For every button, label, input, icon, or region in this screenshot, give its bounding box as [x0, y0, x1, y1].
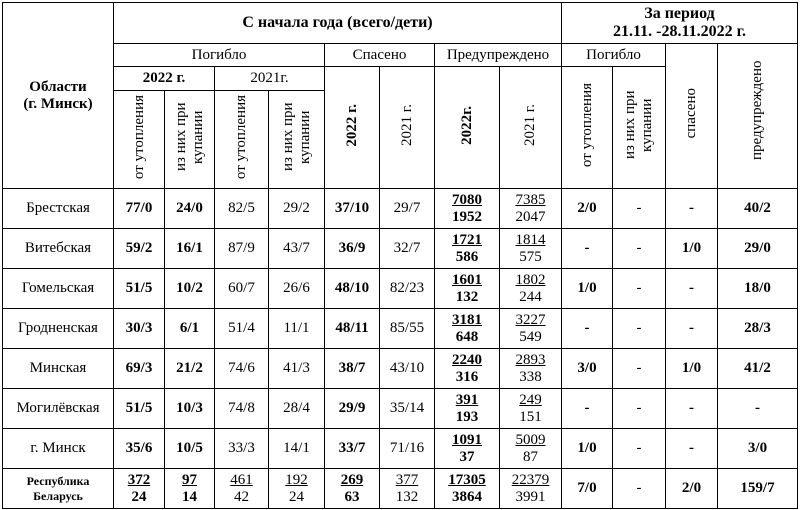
prevented-2022-total: 3181	[452, 311, 482, 328]
period-prevented: 41/2	[718, 349, 798, 389]
saved-2021: 43/10	[380, 349, 435, 389]
died-2021-swimming: 26/6	[269, 269, 325, 309]
died-2022-drowning: 59/2	[114, 229, 165, 269]
prevented-2021-children: 2047	[515, 208, 546, 225]
period-prevented: 3/0	[718, 429, 798, 469]
swimming-2021-header: из них при купании	[269, 91, 325, 189]
total-name: Республика Беларусь	[3, 469, 114, 509]
prevented-2021-total: 1814	[515, 231, 546, 248]
prevented-2022-header: 2022г.	[435, 67, 500, 189]
saved-2022: 36/9	[325, 229, 380, 269]
total-period-saved: 2/0	[666, 469, 718, 509]
died-2021-swimming: 43/7	[269, 229, 325, 269]
period-saved: 1/0	[666, 349, 718, 389]
prevented-2021-children: 87	[523, 448, 538, 465]
table-row	[3, 189, 798, 229]
period-died-drowning: 3/0	[562, 349, 613, 389]
table-row	[3, 229, 798, 269]
prevented-2022-total: 1091	[452, 431, 482, 448]
prevented-2021	[500, 429, 562, 469]
region-name: Гродненская	[3, 309, 114, 349]
died-2021-drowning: 87/9	[215, 229, 269, 269]
prevented-2022-children: 586	[455, 248, 479, 265]
prevented-2022-total: 7080	[452, 191, 482, 208]
died-2022-swimming: 21/2	[165, 349, 215, 389]
period-died-header: Погибло	[562, 44, 666, 67]
saved-2021-header: 2021 г.	[380, 67, 435, 189]
total-died-2021-drowning: 461 42	[215, 469, 269, 509]
ytd-saved-header: Спасено	[325, 44, 435, 67]
saved-2022: 29/9	[325, 389, 380, 429]
prevented-2021-total: 7385	[515, 191, 546, 208]
died-2021-drowning: 51/4	[215, 309, 269, 349]
prevented-2022-children: 1952	[452, 208, 482, 225]
total-died-2021-swimming: 192 24	[269, 469, 325, 509]
prevented-2021-total: 1802	[515, 271, 546, 288]
drowning-2022-header: от утопления	[114, 91, 165, 189]
period-died-swimming: -	[613, 429, 666, 469]
ytd-header: С начала года (всего/дети)	[114, 3, 562, 44]
died-2021-swimming: 41/3	[269, 349, 325, 389]
died-2021-drowning: 74/8	[215, 389, 269, 429]
period-prevented-header: предупреждено	[718, 44, 798, 189]
table-row	[3, 429, 798, 469]
prevented-2021-total: 5009	[515, 431, 546, 448]
period-saved: -	[666, 429, 718, 469]
died-2022-drowning: 77/0	[114, 189, 165, 229]
total-period-died-swimming: -	[613, 469, 666, 509]
period-prevented: 40/2	[718, 189, 798, 229]
saved-2022: 33/7	[325, 429, 380, 469]
saved-2021: 35/14	[380, 389, 435, 429]
period-header: За период 21.11. -28.11.2022 г.	[562, 3, 798, 44]
prevented-2021	[500, 349, 562, 389]
period-died-swimming: -	[613, 349, 666, 389]
period-died-swimming: -	[613, 229, 666, 269]
period-died-drowning: 1/0	[562, 269, 613, 309]
prevented-2022-children: 193	[455, 408, 479, 425]
died-2022-swimming: 10/5	[165, 429, 215, 469]
prevented-2022	[435, 389, 500, 429]
period-saved: -	[666, 309, 718, 349]
prevented-2022	[435, 429, 500, 469]
died-2022-swimming: 6/1	[165, 309, 215, 349]
period-died-drowning: -	[562, 389, 613, 429]
period-saved: -	[666, 389, 718, 429]
died-2022-swimming: 10/3	[165, 389, 215, 429]
died-2022-drowning: 69/3	[114, 349, 165, 389]
died-2021-swimming: 14/1	[269, 429, 325, 469]
saved-2022: 38/7	[325, 349, 380, 389]
prevented-2021	[500, 189, 562, 229]
total-saved-2022: 269 63	[325, 469, 380, 509]
period-died-drowning: -	[562, 229, 613, 269]
saved-2021: 32/7	[380, 229, 435, 269]
period-saved: 1/0	[666, 229, 718, 269]
died-2021-swimming: 28/4	[269, 389, 325, 429]
period-died-drowning: -	[562, 309, 613, 349]
died-2021-drowning: 82/5	[215, 189, 269, 229]
period-prevented: 29/0	[718, 229, 798, 269]
died-2022-drowning: 30/3	[114, 309, 165, 349]
period-died-swimming: -	[613, 309, 666, 349]
region-name: Могилёвская	[3, 389, 114, 429]
prevented-2021-total: 2893	[515, 351, 546, 368]
saved-2022: 48/10	[325, 269, 380, 309]
period-died-swimming: -	[613, 189, 666, 229]
died-2022-drowning: 51/5	[114, 389, 165, 429]
period-swimming-header: из них при купании	[613, 67, 666, 189]
period-prevented: 18/0	[718, 269, 798, 309]
total-saved-2021: 377 132	[380, 469, 435, 509]
total-died-2022-swimming: 97 14	[165, 469, 215, 509]
drowning-2021-header: от утопления	[215, 91, 269, 189]
died-2022-header: 2022 г.	[114, 67, 215, 91]
saved-2021: 82/23	[380, 269, 435, 309]
period-saved: -	[666, 189, 718, 229]
prevented-2021	[500, 309, 562, 349]
prevented-2022-total: 1601	[452, 271, 482, 288]
prevented-2022-total: 1721	[452, 231, 482, 248]
died-2021-drowning: 60/7	[215, 269, 269, 309]
total-died-2022-drowning: 372 24	[114, 469, 165, 509]
died-2022-swimming: 16/1	[165, 229, 215, 269]
prevented-2021-children: 244	[519, 288, 542, 305]
region-name: Брестская	[3, 189, 114, 229]
region-name: Гомельская	[3, 269, 114, 309]
period-died-swimming: -	[613, 269, 666, 309]
prevented-2021-children: 338	[519, 368, 542, 385]
died-2021-swimming: 11/1	[269, 309, 325, 349]
prevented-2022-children: 132	[455, 288, 479, 305]
region-name: г. Минск	[3, 429, 114, 469]
prevented-2022-total: 2240	[452, 351, 482, 368]
region-name: Витебская	[3, 229, 114, 269]
saved-2022: 48/11	[325, 309, 380, 349]
total-period-died-drowning: 7/0	[562, 469, 613, 509]
period-saved: -	[666, 269, 718, 309]
regions-header: Области (г. Минск)	[3, 3, 114, 189]
prevented-2022	[435, 189, 500, 229]
region-name: Минская	[3, 349, 114, 389]
prevented-2022	[435, 309, 500, 349]
died-2022-swimming: 24/0	[165, 189, 215, 229]
prevented-2022	[435, 349, 500, 389]
report-container	[2, 2, 797, 507]
prevented-2021	[500, 269, 562, 309]
table-row	[3, 309, 798, 349]
table-row	[3, 349, 798, 389]
died-2021-drowning: 33/3	[215, 429, 269, 469]
period-died-swimming: -	[613, 389, 666, 429]
table-row	[3, 269, 798, 309]
prevented-2022	[435, 229, 500, 269]
period-died-drowning: 2/0	[562, 189, 613, 229]
prevented-2021-children: 575	[519, 248, 542, 265]
prevented-2022-children: 37	[459, 448, 475, 465]
died-2021-drowning: 74/6	[215, 349, 269, 389]
period-died-drowning: 1/0	[562, 429, 613, 469]
table-row	[3, 389, 798, 429]
drowning-statistics-table	[2, 2, 798, 509]
swimming-2022-header: из них при купании	[165, 91, 215, 189]
prevented-2022-children: 316	[455, 368, 479, 385]
prevented-2022-total: 391	[455, 391, 479, 408]
saved-2021: 29/7	[380, 189, 435, 229]
period-drowning-header: от утопления	[562, 67, 613, 189]
total-prevented-2021: 22379 3991	[500, 469, 562, 509]
period-prevented: -	[718, 389, 798, 429]
saved-2021: 71/16	[380, 429, 435, 469]
ytd-prevented-header: Предупреждено	[435, 44, 562, 67]
prevented-2021	[500, 229, 562, 269]
prevented-2021-total: 3227	[515, 311, 546, 328]
period-prevented: 28/3	[718, 309, 798, 349]
died-2022-drowning: 51/5	[114, 269, 165, 309]
prevented-2022-children: 648	[455, 328, 479, 345]
died-2021-swimming: 29/2	[269, 189, 325, 229]
total-prevented-2022: 17305 3864	[435, 469, 500, 509]
ytd-died-header: Погибло	[114, 44, 325, 67]
saved-2022-header: 2022 г.	[325, 67, 380, 189]
prevented-2021-header: 2021 г.	[500, 67, 562, 189]
period-saved-header: спасено	[666, 44, 718, 189]
died-2021-header: 2021г.	[215, 67, 325, 91]
saved-2022: 37/10	[325, 189, 380, 229]
prevented-2021-total: 249	[519, 391, 542, 408]
died-2022-swimming: 10/2	[165, 269, 215, 309]
saved-2021: 85/55	[380, 309, 435, 349]
prevented-2021	[500, 389, 562, 429]
died-2022-drowning: 35/6	[114, 429, 165, 469]
total-row	[3, 469, 798, 509]
prevented-2021-children: 549	[519, 328, 542, 345]
prevented-2021-children: 151	[519, 408, 542, 425]
prevented-2022	[435, 269, 500, 309]
total-period-prevented: 159/7	[718, 469, 798, 509]
